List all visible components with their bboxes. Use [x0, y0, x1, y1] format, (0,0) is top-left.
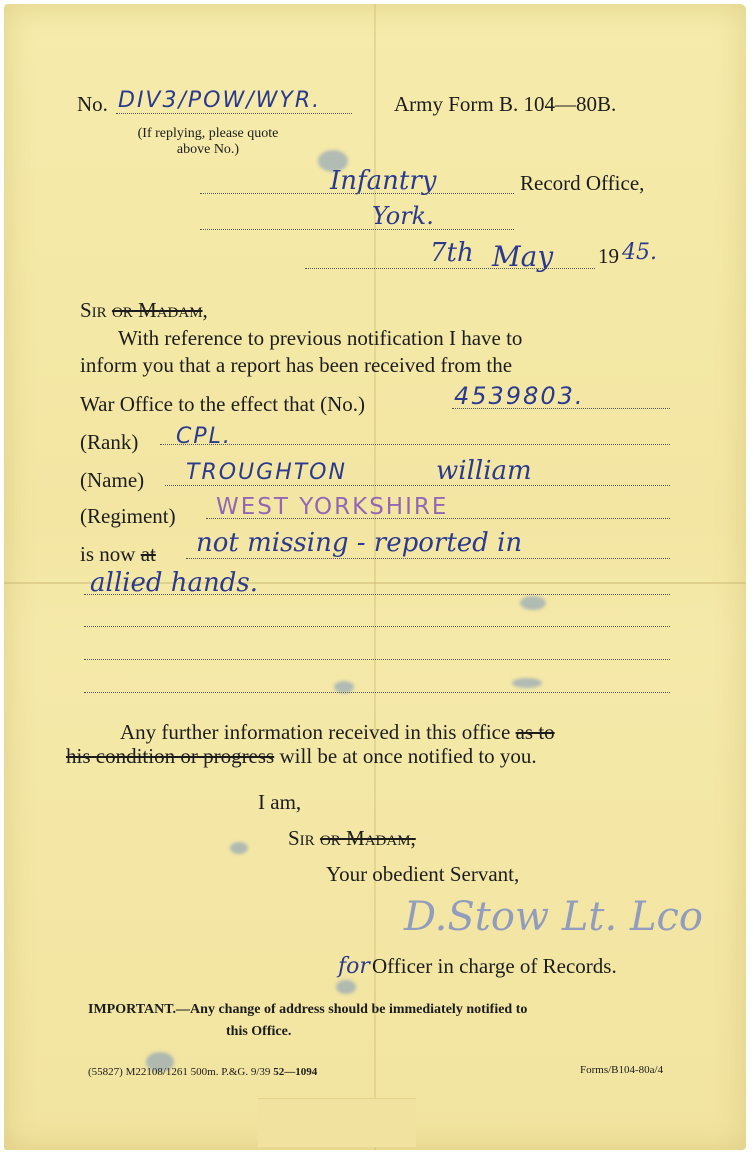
- service-number: 4539803.: [454, 382, 585, 410]
- for-mark: for: [338, 954, 370, 979]
- dotted-line: [160, 444, 670, 445]
- struck-at: at: [140, 542, 156, 566]
- struck-or-madam: or Madam: [111, 298, 203, 322]
- dotted-line: [84, 659, 670, 660]
- ink-smudge: [520, 596, 546, 610]
- dotted-line: [84, 626, 670, 627]
- date-month: May: [492, 240, 554, 273]
- i-am: I am,: [258, 790, 302, 814]
- dotted-line: [305, 268, 595, 269]
- struck-or-madam-closing: or Madam,: [319, 826, 416, 850]
- regiment-stamp: WEST YORKSHIRE: [216, 494, 449, 520]
- rank-label: (Rank): [80, 430, 139, 454]
- reference-no-value: DIV3/POW/WYR.: [118, 88, 322, 113]
- print-codes: (55827) M22108/1261 500m. P.&G. 9/39 52—1094: [88, 1066, 318, 1078]
- dotted-line: [84, 594, 670, 595]
- ink-smudge: [512, 678, 542, 688]
- salutation: Sir or Madam,: [80, 298, 208, 322]
- body-line-1: With reference to previous notification I have to: [118, 326, 523, 350]
- form-number: Army Form B. 104—80B.: [394, 92, 617, 116]
- dotted-line: [84, 692, 670, 693]
- dotted-line: [165, 485, 670, 486]
- forms-code: Forms/B104-80a/4: [580, 1064, 664, 1076]
- quote-note: (If replying, please quote above No.): [137, 126, 279, 157]
- important-line-2: this Office.: [226, 1024, 292, 1039]
- obedient-servant: Your obedient Servant,: [326, 862, 520, 886]
- year-handwritten: 45.: [622, 240, 657, 265]
- body-line-3: War Office to the effect that (No.): [80, 392, 365, 416]
- officer-title: Officer in charge of Records.: [372, 954, 617, 978]
- dotted-line: [186, 558, 670, 559]
- struck-as-to: as to: [515, 720, 555, 744]
- closing-salutation: Sir or Madam,: [288, 826, 416, 850]
- officer-signature: D.Stow Lt. Lco: [404, 894, 703, 940]
- dotted-line: [200, 229, 514, 230]
- dotted-line: [206, 518, 670, 519]
- struck-condition: his condition or progress: [66, 744, 275, 768]
- ink-smudge: [336, 980, 356, 994]
- tape-patch: [258, 1098, 416, 1147]
- is-now-label: is now at: [80, 542, 156, 566]
- ink-smudge: [230, 842, 248, 854]
- important-notice: IMPORTANT.—Any change of address should be immediately notified to: [88, 1002, 528, 1017]
- record-office-handwritten: Infantry: [330, 166, 437, 196]
- dotted-line: [452, 408, 670, 409]
- further-line-1: Any further information received in this office as to: [120, 720, 555, 744]
- town-handwritten: York.: [372, 202, 434, 230]
- name-given: william: [436, 456, 532, 486]
- reference-no-label: No.: [77, 92, 108, 116]
- body-line-2: inform you that a report has been received from the: [80, 353, 513, 377]
- date-day: 7th: [430, 238, 474, 268]
- dotted-line: [116, 113, 352, 114]
- dotted-line: [200, 193, 514, 194]
- year-printed: 19: [598, 244, 619, 268]
- name-label: (Name): [80, 468, 145, 492]
- record-office-label: Record Office,: [520, 171, 645, 195]
- further-line-2: his condition or progress will be at once notified to you.: [66, 744, 537, 768]
- rank-value: CPL.: [176, 424, 232, 449]
- status-line-1: not missing - reported in: [196, 528, 523, 558]
- regiment-label: (Regiment): [80, 504, 176, 528]
- name-surname: TROUGHTON: [186, 460, 347, 485]
- status-line-2: allied hands.: [90, 568, 258, 598]
